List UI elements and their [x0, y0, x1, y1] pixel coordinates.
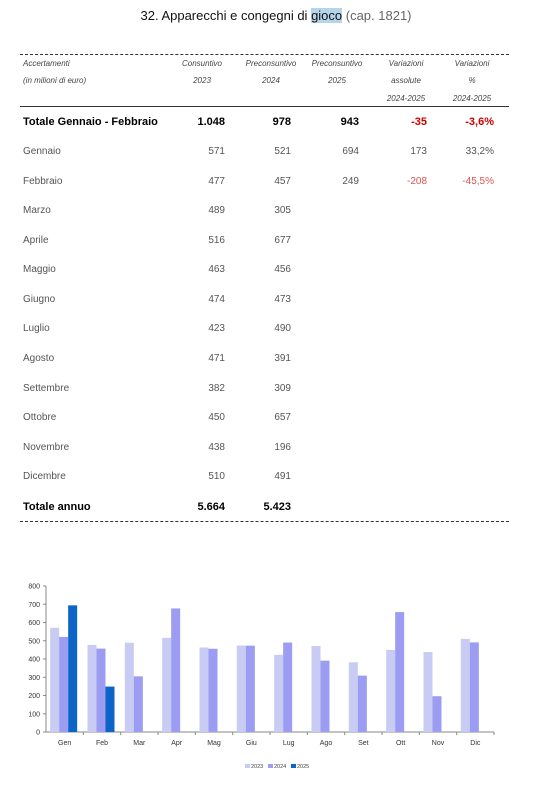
- x-tick-label: Mar: [133, 740, 146, 747]
- table-row-total-jan-feb: [0, 116, 552, 130]
- table-row: [0, 471, 552, 485]
- title-highlight: gioco: [311, 8, 343, 23]
- header-col1-line2: 2023: [193, 76, 211, 85]
- bar-2023-Ott: [386, 650, 395, 732]
- cell-2025: 249: [342, 176, 359, 187]
- row-label: Febbraio: [23, 176, 63, 187]
- y-tick-label: 500: [28, 638, 40, 646]
- row-label: Aprile: [23, 235, 49, 246]
- table-row: [0, 264, 552, 278]
- bar-2023-Set: [349, 662, 358, 732]
- bar-2024-Apr: [171, 608, 180, 732]
- header-bottom-rule: [20, 106, 509, 107]
- legend-label-2025: 2025: [297, 764, 310, 770]
- cell-2023: 5.664: [197, 501, 225, 513]
- table-bottom-rule: [20, 521, 509, 522]
- y-tick-label: 0: [36, 729, 40, 737]
- cell-2024: 978: [272, 116, 291, 128]
- row-label: Ottobre: [23, 412, 57, 423]
- x-tick-label: Giu: [245, 740, 257, 747]
- cell-2023: 516: [208, 235, 225, 246]
- cell-2024: 521: [274, 146, 291, 157]
- cell-2023: 450: [208, 412, 225, 423]
- row-label: Maggio: [23, 264, 56, 275]
- y-tick-label: 700: [28, 601, 40, 609]
- legend-swatch-2023: [245, 764, 250, 768]
- x-tick-label: Dic: [470, 740, 481, 747]
- bar-2024-Mag: [209, 649, 218, 732]
- header-col1-line1: Consuntivo: [181, 59, 223, 68]
- cell-2025: 694: [342, 146, 359, 157]
- bar-chart: [0, 575, 552, 795]
- bar-2024-Lug: [283, 643, 292, 732]
- x-tick-label: Mag: [207, 740, 221, 747]
- table-row: [0, 294, 552, 308]
- cell-2025: 943: [340, 116, 359, 128]
- table-row: [0, 353, 552, 367]
- row-label: Dicembre: [23, 471, 66, 482]
- header-label-line2: (in milioni di euro): [23, 76, 87, 85]
- row-label: Agosto: [23, 353, 55, 364]
- cell-2024: 677: [274, 235, 291, 246]
- bar-2024-Dic: [470, 642, 479, 732]
- header-col2-line1: Preconsuntivo: [245, 59, 297, 68]
- cell-var-abs: -35: [411, 116, 427, 128]
- row-label: Novembre: [23, 442, 70, 453]
- bar-2024-Set: [358, 676, 367, 732]
- bar-2023-Apr: [162, 638, 171, 732]
- cell-2023: 510: [208, 471, 225, 482]
- header-label-line1: Accertamenti: [23, 59, 70, 68]
- cell-var-abs: -208: [406, 176, 427, 187]
- cell-2023: 423: [208, 323, 225, 334]
- y-tick-label: 400: [28, 656, 40, 664]
- legend-label-2023: 2023: [251, 764, 264, 770]
- bar-2024-Feb: [97, 649, 106, 732]
- bar-2024-Giu: [246, 646, 255, 732]
- legend-swatch-2025: [291, 764, 296, 768]
- header-col3-line2: 2025: [328, 76, 346, 85]
- title-cap: (cap. 1821): [342, 8, 412, 23]
- cell-2024: 490: [274, 323, 291, 334]
- cell-var-pct: -3,6%: [465, 116, 494, 128]
- row-label: Luglio: [23, 323, 50, 334]
- y-tick-label: 600: [28, 620, 40, 627]
- bar-2023-Mag: [200, 648, 209, 732]
- cell-2024: 196: [274, 442, 291, 453]
- bar-2025-Feb: [106, 687, 115, 732]
- legend-swatch-2024: [268, 764, 273, 768]
- cell-var-pct: 33,2%: [465, 146, 494, 157]
- bar-2023-Ago: [312, 646, 321, 732]
- header-col5-line1: Variazioni: [454, 59, 490, 68]
- header-col5-line3: 2024-2025: [452, 94, 492, 103]
- bar-2024-Nov: [433, 696, 442, 732]
- x-tick-label: Nov: [431, 740, 445, 747]
- y-tick-label: 100: [28, 711, 40, 719]
- legend-label-2024: 2024: [274, 764, 287, 770]
- cell-2024: 305: [274, 205, 291, 216]
- table-row: [0, 235, 552, 249]
- cell-2023: 474: [208, 294, 225, 305]
- row-label: Marzo: [23, 205, 51, 216]
- table-row-annual-total: [0, 501, 552, 515]
- cell-2023: 571: [208, 146, 225, 157]
- table-row: [0, 146, 552, 160]
- row-label: Giugno: [23, 294, 56, 305]
- row-label: Gennaio: [23, 146, 61, 157]
- table-row: [0, 176, 552, 190]
- cell-2023: 463: [208, 264, 225, 275]
- bar-2023-Nov: [424, 652, 433, 732]
- y-tick-label: 300: [28, 674, 40, 682]
- bar-2024-Mar: [134, 676, 143, 732]
- cell-var-abs: 173: [410, 146, 427, 157]
- x-tick-label: Lug: [282, 740, 295, 747]
- cell-var-pct: -45,5%: [462, 176, 494, 187]
- bar-2023-Feb: [88, 645, 97, 732]
- cell-2024: 456: [274, 264, 291, 275]
- header-col5-line2: %: [468, 76, 476, 85]
- x-tick-label: Set: [358, 740, 369, 747]
- y-tick-label: 800: [28, 583, 40, 591]
- cell-2023: 471: [208, 353, 225, 364]
- bar-2023-Dic: [461, 639, 470, 732]
- y-tick-label: 200: [28, 693, 40, 700]
- header-col4-line2: assolute: [391, 76, 421, 85]
- header-top-rule: [20, 54, 509, 55]
- x-tick-label: Apr: [171, 740, 183, 747]
- header-col4-line1: Variazioni: [388, 59, 424, 68]
- row-label: Settembre: [23, 383, 70, 394]
- table-row: [0, 383, 552, 397]
- bar-2025-Gen: [68, 605, 77, 732]
- title-text: 32. Apparecchi e congegni di: [140, 8, 312, 23]
- bar-2023-Gen: [50, 628, 59, 732]
- cell-2024: 457: [274, 176, 291, 187]
- x-tick-label: Ago: [319, 740, 333, 747]
- cell-2024: 5.423: [263, 501, 291, 513]
- cell-2024: 657: [274, 412, 291, 423]
- table-row: [0, 412, 552, 426]
- bar-2023-Lug: [274, 655, 283, 732]
- cell-2023: 1.048: [197, 116, 225, 128]
- bar-2024-Gen: [59, 637, 68, 732]
- cell-2023: 489: [208, 205, 225, 216]
- cell-2024: 491: [274, 471, 291, 482]
- header-col4-line3: 2024-2025: [386, 94, 426, 103]
- cell-2023: 477: [208, 176, 225, 187]
- cell-2023: 382: [208, 383, 225, 394]
- header-col2-line2: 2024: [262, 76, 280, 85]
- header-col3-line1: Preconsuntivo: [311, 59, 363, 68]
- page-title: [0, 8, 552, 23]
- table-row: [0, 442, 552, 456]
- x-tick-label: Gen: [58, 740, 72, 747]
- row-label: Totale Gennaio - Febbraio: [23, 116, 158, 128]
- table-row: [0, 323, 552, 337]
- cell-2024: 309: [274, 383, 291, 394]
- bar-2023-Giu: [237, 645, 246, 732]
- cell-2024: 391: [274, 353, 291, 364]
- x-tick-label: Feb: [95, 740, 109, 747]
- bar-2023-Mar: [125, 643, 134, 732]
- x-tick-label: Ott: [395, 740, 406, 747]
- table-row: [0, 205, 552, 219]
- bar-2024-Ott: [395, 612, 404, 732]
- cell-2024: 473: [274, 294, 291, 305]
- row-label: Totale annuo: [23, 501, 91, 513]
- cell-2023: 438: [208, 442, 225, 453]
- bar-2024-Ago: [321, 661, 330, 732]
